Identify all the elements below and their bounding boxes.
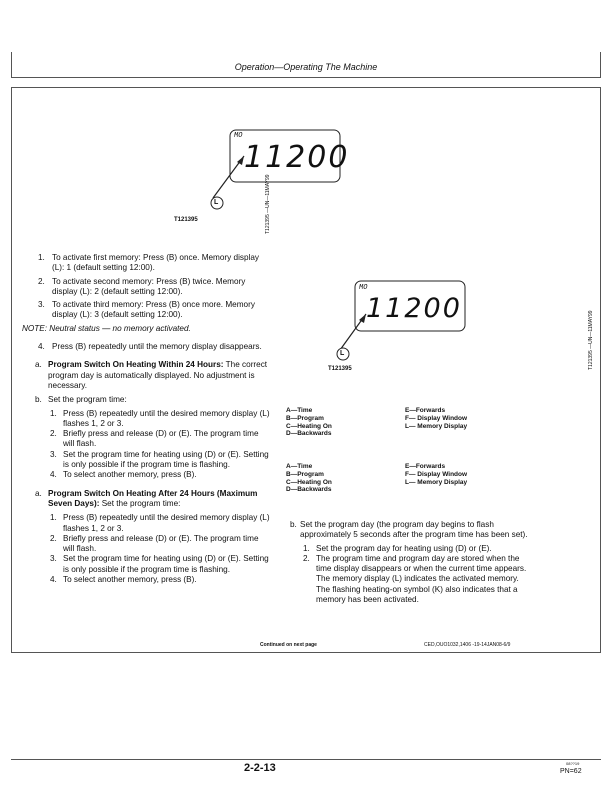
list-item: 3. Set the program time for heating using (D) or (E). Setting is only possible if the program time is flashing. bbox=[50, 554, 269, 574]
list-item: 2. To activate second memory: Press (B) twice. Memory display (L): 2 (default setting 12:00). bbox=[38, 276, 246, 296]
callout-label-l: L bbox=[340, 350, 345, 357]
section-b-program-day: b. Set the program day (the program day begins to flash approximately 5 seconds after the program time has been set). bbox=[290, 520, 528, 540]
right-column bbox=[278, 520, 528, 605]
list-item: 4. To select another memory, press (B). bbox=[50, 575, 197, 585]
figure-vertical-code: T121395 —UN—11MAY99 bbox=[265, 174, 271, 234]
section-b-program-time: b. Set the program time: bbox=[35, 395, 127, 405]
note: NOTE: Neutral status — no memory activated. bbox=[22, 323, 191, 333]
list-item: 3. Set the program time for heating using (D) or (E). Setting is only possible if the program time is flashing. bbox=[50, 449, 269, 470]
lcd-time-digits: 11200 bbox=[366, 293, 462, 324]
content-bottom-rule bbox=[11, 652, 601, 653]
legend-left-1: A—Time B—Program C—Heating On D—Backwards bbox=[286, 407, 332, 438]
lcd-mode-indicator: MO bbox=[234, 132, 243, 140]
figure-vertical-code: T121395 —UN—11MAY99 bbox=[588, 310, 594, 370]
section-title: Program Switch On Heating Within 24 Hours: bbox=[48, 360, 224, 370]
legend-left-2: A—Time B—Program C—Heating On D—Backwards bbox=[286, 463, 332, 494]
list-item: 1. Press (B) repeatedly until the desired memory display (L) flashes 1, 2 or 3. bbox=[50, 513, 270, 533]
document-reference: CED,OUO1032,1406 -19-14JAN08-6/9 bbox=[424, 642, 511, 648]
list-item: 2. Briefly press and release (D) or (E). The program time will flash. bbox=[50, 533, 259, 554]
list-item: 1. Press (B) repeatedly until the desired memory display (L) flashes 1, 2 or 3. bbox=[50, 408, 270, 428]
continued-note: Continued on next page bbox=[260, 642, 317, 648]
callout-label-l: L bbox=[214, 199, 219, 206]
section-a-after-24h: a. Program Switch On Heating After 24 Hours (Maximum Seven Days): Set the program time: bbox=[35, 488, 258, 508]
list-item: 3. To activate third memory: Press (B) once more. Memory display (L): 3 (default setting 12:00). bbox=[38, 300, 255, 320]
list-item: 2. The program time and program day are stored when the time display disappears or when the current time appears. The memory display (L) indicates the activated memory. The flashing heating-on symbol (K) also indicates that a memory has been activated. bbox=[303, 553, 527, 605]
header-rule bbox=[11, 77, 601, 78]
list-item: 4. Press (B) repeatedly until the memory display disappears. bbox=[38, 342, 262, 352]
header-right-rule bbox=[600, 52, 601, 78]
footer-small-code: 08??19 bbox=[566, 761, 580, 766]
pn-number: PN=62 bbox=[560, 768, 582, 775]
figure-code: T121395 bbox=[328, 366, 352, 372]
list-item: 1. Set the program day for heating using (D) or (E). bbox=[303, 543, 492, 553]
content-top-rule bbox=[11, 87, 601, 88]
legend-right-1: E—Forwards F— Display Window L— Memory Display bbox=[405, 407, 468, 430]
memory-display-figure-2 bbox=[300, 270, 600, 380]
page-header-title: Operation—Operating The Machine bbox=[234, 62, 378, 72]
section-a-within-24h: a. Program Switch On Heating Within 24 Hours: The correct program day is automatically displayed. No adjustment is necessary. bbox=[35, 360, 268, 390]
lcd-time-digits: 11200 bbox=[244, 140, 350, 175]
list-item: 4. To select another memory, press (B). bbox=[50, 470, 197, 480]
figure-code: T121395 bbox=[174, 217, 198, 223]
list-item: 2. Briefly press and release (D) or (E). The program time will flash. bbox=[50, 429, 259, 449]
header-left-rule bbox=[11, 52, 12, 78]
list-item: 1. To activate first memory: Press (B) once. Memory display (L): 1 (default setting 12:00). bbox=[38, 253, 260, 273]
lcd-mode-indicator: MO bbox=[359, 284, 368, 292]
page-number: 2-2-13 bbox=[244, 762, 276, 774]
section-title: Program Switch On Heating After 24 Hours (Maximum Seven Days): bbox=[48, 488, 258, 508]
lcd-display-illustration bbox=[300, 270, 490, 380]
footer-rule bbox=[11, 759, 601, 760]
legend-right-2: E—Forwards F— Display Window L— Memory Display bbox=[405, 463, 468, 486]
content-right-rule bbox=[600, 87, 601, 652]
left-column bbox=[22, 253, 272, 585]
content-left-rule bbox=[11, 87, 12, 652]
memory-display-figure-1 bbox=[170, 120, 350, 240]
